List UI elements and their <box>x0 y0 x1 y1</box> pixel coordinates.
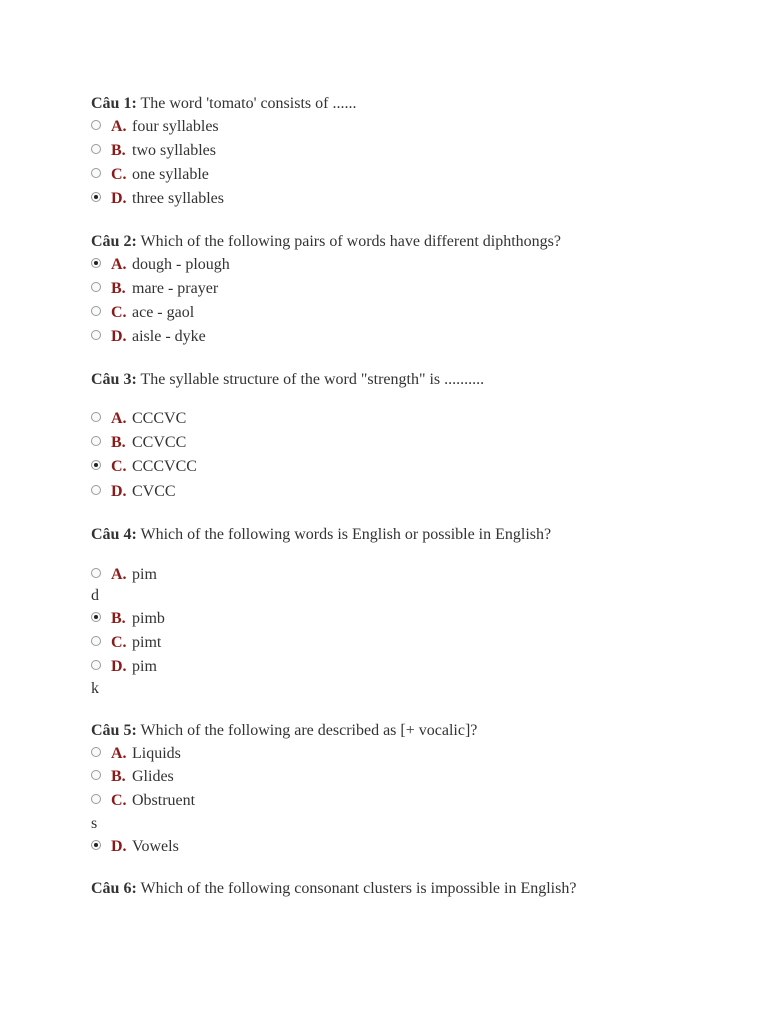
option-letter: B. <box>111 768 126 785</box>
radio-icon[interactable] <box>91 282 101 292</box>
radio-icon[interactable] <box>91 794 101 804</box>
question-3 <box>91 370 484 390</box>
radio-icon[interactable] <box>91 144 101 154</box>
radio-icon[interactable] <box>91 770 101 780</box>
radio-icon[interactable] <box>91 412 101 422</box>
question-label: Câu 4: <box>91 526 137 543</box>
radio-icon[interactable] <box>91 568 101 578</box>
option-letter: D. <box>111 838 127 855</box>
question-5 <box>91 721 477 741</box>
option-text-wrap: d <box>91 587 99 604</box>
option-text: Vowels <box>132 838 179 855</box>
radio-checked-icon[interactable] <box>91 460 101 470</box>
option-letter: C. <box>111 304 127 321</box>
option-text: four syllables <box>132 118 219 135</box>
question-label: Câu 6: <box>91 880 137 897</box>
option-text: dough - plough <box>132 256 230 273</box>
option-text: mare - prayer <box>132 280 219 297</box>
radio-icon[interactable] <box>91 120 101 130</box>
radio-icon[interactable] <box>91 306 101 316</box>
option-letter: C. <box>111 792 127 809</box>
option-letter: A. <box>111 410 127 427</box>
option-letter: A. <box>111 118 127 135</box>
option-text: pimt <box>132 634 162 651</box>
radio-icon[interactable] <box>91 168 101 178</box>
question-label: Câu 3: <box>91 371 137 388</box>
radio-icon[interactable] <box>91 330 101 340</box>
radio-checked-icon[interactable] <box>91 840 101 850</box>
option-text: CCVCC <box>132 434 187 451</box>
radio-icon[interactable] <box>91 485 101 495</box>
option-letter: D. <box>111 190 127 207</box>
question-2 <box>91 232 561 252</box>
question-text: Which of the following are described as [+ vocalic]? <box>136 722 478 739</box>
option-text: Obstruent <box>132 792 196 809</box>
radio-icon[interactable] <box>91 436 101 446</box>
option-text: aisle - dyke <box>132 328 206 345</box>
option-letter: C. <box>111 166 127 183</box>
option-letter: D. <box>111 328 127 345</box>
option-letter: B. <box>111 434 126 451</box>
question-text: The syllable structure of the word "strength" is .......... <box>136 371 485 388</box>
option-letter: B. <box>111 610 126 627</box>
question-label: Câu 2: <box>91 233 137 250</box>
option-text: two syllables <box>132 142 216 159</box>
option-text-wrap: k <box>91 680 99 697</box>
radio-icon[interactable] <box>91 636 101 646</box>
option-text: pimb <box>132 610 165 627</box>
option-letter: D. <box>111 658 127 675</box>
question-4 <box>91 525 551 545</box>
option-text: Liquids <box>132 745 181 762</box>
radio-checked-icon[interactable] <box>91 258 101 268</box>
option-text: three syllables <box>132 190 224 207</box>
question-label: Câu 1: <box>91 95 137 112</box>
question-1 <box>91 94 356 114</box>
radio-checked-icon[interactable] <box>91 612 101 622</box>
question-6 <box>91 879 576 899</box>
question-label: Câu 5: <box>91 722 137 739</box>
question-text: Which of the following pairs of words have different diphthongs? <box>136 233 561 250</box>
option-letter: B. <box>111 142 126 159</box>
option-text: Glides <box>132 768 174 785</box>
option-text: one syllable <box>132 166 209 183</box>
option-letter: A. <box>111 566 127 583</box>
question-text: The word 'tomato' consists of ...... <box>136 95 357 112</box>
option-text: ace - gaol <box>132 304 195 321</box>
radio-checked-icon[interactable] <box>91 192 101 202</box>
option-text: pim <box>132 566 157 583</box>
option-text: pim <box>132 658 157 675</box>
option-text: CVCC <box>132 483 176 500</box>
option-text: CCCVC <box>132 410 187 427</box>
question-text: Which of the following consonant clusters is impossible in English? <box>136 880 577 897</box>
option-text-wrap: s <box>91 815 98 832</box>
option-letter: A. <box>111 745 127 762</box>
radio-icon[interactable] <box>91 660 101 670</box>
option-letter: C. <box>111 634 127 651</box>
radio-icon[interactable] <box>91 747 101 757</box>
option-letter: A. <box>111 256 127 273</box>
question-text: Which of the following words is English or possible in English? <box>136 526 552 543</box>
option-letter: D. <box>111 483 127 500</box>
option-text: CCCVCC <box>132 458 197 475</box>
option-letter: C. <box>111 458 127 475</box>
option-letter: B. <box>111 280 126 297</box>
